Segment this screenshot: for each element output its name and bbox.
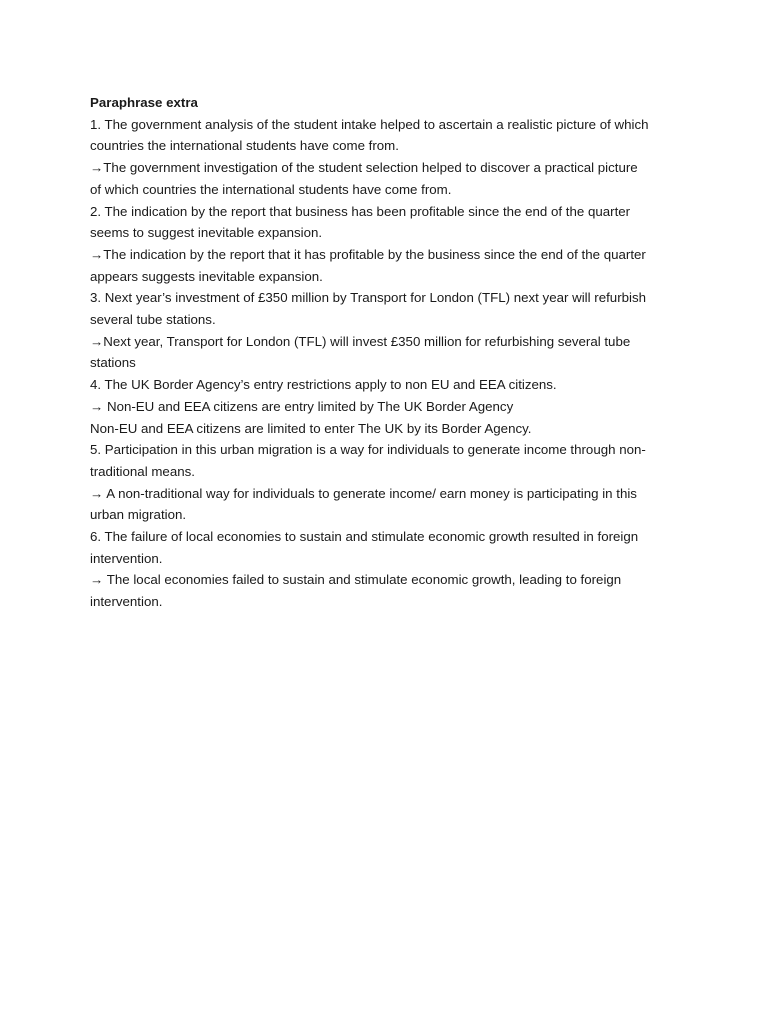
text-line: 2. The indication by the report that business has been profitable since the end of the quarter xyxy=(90,203,631,219)
text-line: intervention. xyxy=(90,550,163,566)
text-line: 4. The UK Border Agency’s entry restrictions apply to non EU and EEA citizens. xyxy=(90,377,557,393)
text-line: urban migration. xyxy=(90,507,187,523)
document-title: Paraphrase extra xyxy=(90,95,198,110)
text-line: 3. Next year’s investment of £350 million by Transport for London (TFL) next year will refurbish xyxy=(90,290,647,306)
text-line: appears suggests inevitable expansion. xyxy=(90,268,323,284)
text-line: several tube stations. xyxy=(90,312,216,328)
text-line: →The government investigation of the student selection helped to discover a practical picture xyxy=(90,160,638,176)
text-line: countries the international students have come from. xyxy=(90,138,399,154)
text-line: → The local economies failed to sustain and stimulate economic growth, leading to foreign xyxy=(90,572,622,588)
text-line: stations xyxy=(90,355,136,371)
text-line: 6. The failure of local economies to sustain and stimulate economic growth resulted in foreign xyxy=(90,529,639,545)
text-line: 1. The government analysis of the student intake helped to ascertain a realistic picture of which xyxy=(90,116,649,132)
text-line: seems to suggest inevitable expansion. xyxy=(90,225,323,241)
text-line: →The indication by the report that it has profitable by the business since the end of the quarter xyxy=(90,246,646,262)
text-line: Non-EU and EEA citizens are limited to enter The UK by its Border Agency. xyxy=(90,420,532,436)
text-line: → Non-EU and EEA citizens are entry limited by The UK Border Agency xyxy=(90,398,514,414)
text-line: intervention. xyxy=(90,594,163,610)
text-line: of which countries the international students have come from. xyxy=(90,181,452,197)
text-line: →Next year, Transport for London (TFL) will invest £350 million for refurbishing several tube xyxy=(90,333,631,349)
text-line: traditional means. xyxy=(90,463,195,479)
text-line: → A non-traditional way for individuals to generate income/ earn money is participating in this xyxy=(90,485,637,501)
document-body xyxy=(90,92,690,613)
text-line: 5. Participation in this urban migration is a way for individuals to generate income through non- xyxy=(90,442,646,458)
